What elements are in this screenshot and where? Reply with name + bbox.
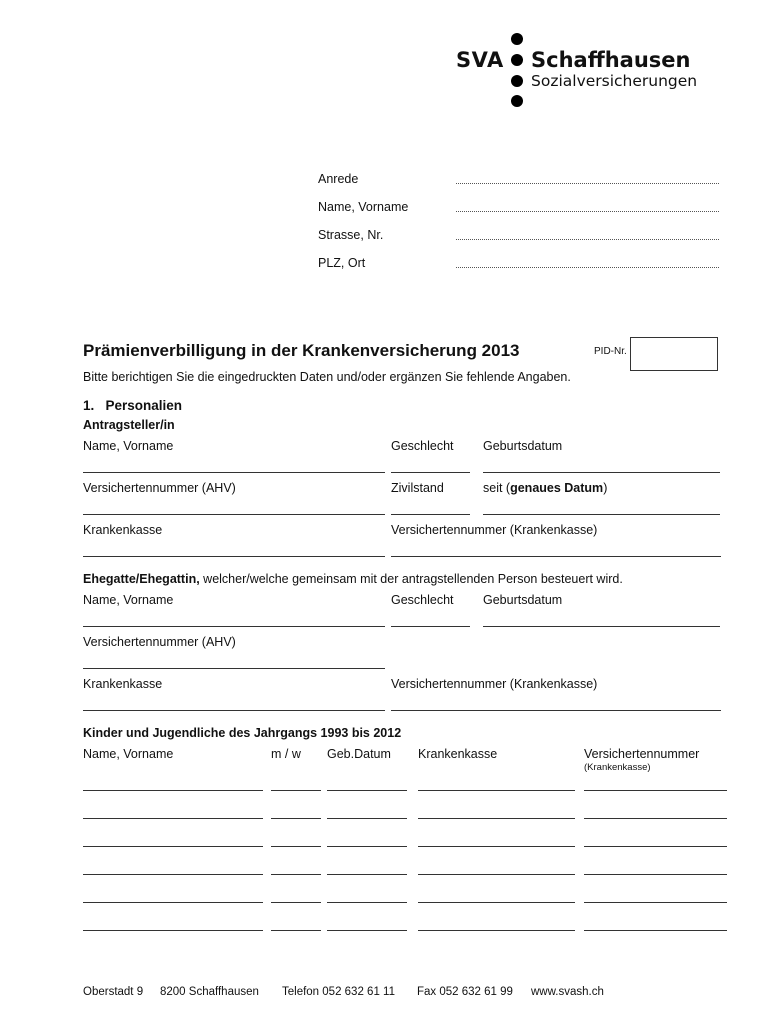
child-name-field[interactable] xyxy=(83,846,263,847)
logo-dot-icon xyxy=(511,95,523,107)
address-field-salutation[interactable] xyxy=(456,183,719,184)
children-col-number-sub: (Krankenkasse) xyxy=(584,762,651,773)
child-insurer-field[interactable] xyxy=(418,846,575,847)
pid-field[interactable] xyxy=(630,337,718,371)
address-label-salutation: Anrede xyxy=(318,172,359,186)
spouse-birthdate-label: Geburtsdatum xyxy=(483,593,563,607)
spouse-heading: Ehegatte/Ehegattin, welcher/welche gemeinsam mit der antragstellenden Person besteuert wird. xyxy=(83,572,623,586)
address-field-city[interactable] xyxy=(456,267,719,268)
spouse-birthdate-field[interactable] xyxy=(483,626,720,627)
spouse-ahv-field[interactable] xyxy=(83,668,385,669)
logo-dot-icon xyxy=(511,54,523,66)
spouse-insurer-number-label: Versichertennummer (Krankenkasse) xyxy=(391,677,598,691)
instruction-text: Bitte berichtigen Sie die eingedruckten Daten und/oder ergänzen Sie fehlende Angaben. xyxy=(83,370,571,384)
child-name-field[interactable] xyxy=(83,818,263,819)
child-number-field[interactable] xyxy=(584,790,727,791)
children-heading: Kinder und Jugendliche des Jahrgangs 1993 bis 2012 xyxy=(83,726,402,740)
child-mw-field[interactable] xyxy=(271,902,321,903)
children-col-mw: m / w xyxy=(271,747,301,761)
child-insurer-field[interactable] xyxy=(418,930,575,931)
applicant-insurer-label: Krankenkasse xyxy=(83,523,163,537)
child-name-field[interactable] xyxy=(83,930,263,931)
footer-fax: Fax 052 632 61 99 xyxy=(417,986,513,998)
address-label-name: Name, Vorname xyxy=(318,200,409,214)
footer-city: 8200 Schaffhausen xyxy=(160,986,259,998)
applicant-insurer-number-label: Versichertennummer (Krankenkasse) xyxy=(391,523,598,537)
child-insurer-field[interactable] xyxy=(418,818,575,819)
footer-web: www.svash.ch xyxy=(531,986,604,998)
children-col-number: Versichertennummer xyxy=(584,747,700,761)
applicant-ahv-label: Versichertennummer (AHV) xyxy=(83,481,236,495)
logo-name: Schaffhausen xyxy=(531,48,691,72)
child-mw-field[interactable] xyxy=(271,930,321,931)
child-birth-field[interactable] xyxy=(327,930,407,931)
child-name-field[interactable] xyxy=(83,790,263,791)
child-birth-field[interactable] xyxy=(327,902,407,903)
applicant-birthdate-label: Geburtsdatum xyxy=(483,439,563,453)
child-number-field[interactable] xyxy=(584,874,727,875)
child-number-field[interactable] xyxy=(584,846,727,847)
applicant-name-field[interactable] xyxy=(83,472,385,473)
spouse-insurer-field[interactable] xyxy=(83,710,385,711)
address-label-street: Strasse, Nr. xyxy=(318,228,384,242)
spouse-ahv-label: Versichertennummer (AHV) xyxy=(83,635,236,649)
child-insurer-field[interactable] xyxy=(418,902,575,903)
applicant-gender-field[interactable] xyxy=(391,472,470,473)
address-field-name[interactable] xyxy=(456,211,719,212)
applicant-civil-field[interactable] xyxy=(391,514,470,515)
child-number-field[interactable] xyxy=(584,902,727,903)
address-field-street[interactable] xyxy=(456,239,719,240)
logo-sva: SVA xyxy=(456,48,504,72)
logo-dot-icon xyxy=(511,75,523,87)
child-mw-field[interactable] xyxy=(271,790,321,791)
applicant-since-field[interactable] xyxy=(483,514,720,515)
child-mw-field[interactable] xyxy=(271,818,321,819)
spouse-name-field[interactable] xyxy=(83,626,385,627)
footer-street: Oberstadt 9 xyxy=(83,986,144,998)
child-number-field[interactable] xyxy=(584,818,727,819)
pid-label: PID-Nr. xyxy=(594,346,627,357)
children-col-birth: Geb.Datum xyxy=(327,747,391,761)
address-label-city: PLZ, Ort xyxy=(318,256,366,270)
child-birth-field[interactable] xyxy=(327,846,407,847)
child-name-field[interactable] xyxy=(83,874,263,875)
applicant-civil-label: Zivilstand xyxy=(391,481,444,495)
child-mw-field[interactable] xyxy=(271,846,321,847)
applicant-gender-label: Geschlecht xyxy=(391,439,454,453)
children-col-name: Name, Vorname xyxy=(83,747,174,761)
applicant-insurer-field[interactable] xyxy=(83,556,385,557)
section-heading-personalien: 1. Personalien xyxy=(83,398,183,413)
child-name-field[interactable] xyxy=(83,902,263,903)
logo-sub: Sozialversicherungen xyxy=(531,72,698,90)
footer-phone: Telefon 052 632 61 11 xyxy=(282,986,395,998)
child-birth-field[interactable] xyxy=(327,818,407,819)
applicant-insurer-number-field[interactable] xyxy=(391,556,721,557)
spouse-name-label: Name, Vorname xyxy=(83,593,174,607)
child-mw-field[interactable] xyxy=(271,874,321,875)
child-number-field[interactable] xyxy=(584,930,727,931)
logo-dot-icon xyxy=(511,33,523,45)
spouse-insurer-label: Krankenkasse xyxy=(83,677,163,691)
children-col-insurer: Krankenkasse xyxy=(418,747,498,761)
child-birth-field[interactable] xyxy=(327,874,407,875)
spouse-insurer-number-field[interactable] xyxy=(391,710,721,711)
applicant-birthdate-field[interactable] xyxy=(483,472,720,473)
spouse-gender-label: Geschlecht xyxy=(391,593,454,607)
child-insurer-field[interactable] xyxy=(418,874,575,875)
applicant-ahv-field[interactable] xyxy=(83,514,385,515)
child-insurer-field[interactable] xyxy=(418,790,575,791)
child-birth-field[interactable] xyxy=(327,790,407,791)
applicant-name-label: Name, Vorname xyxy=(83,439,174,453)
spouse-gender-field[interactable] xyxy=(391,626,470,627)
applicant-heading: Antragsteller/in xyxy=(83,418,175,432)
page-title: Prämienverbilligung in der Krankenversicherung 2013 xyxy=(83,341,520,360)
applicant-since-label: seit (genaues Datum) xyxy=(483,481,608,495)
